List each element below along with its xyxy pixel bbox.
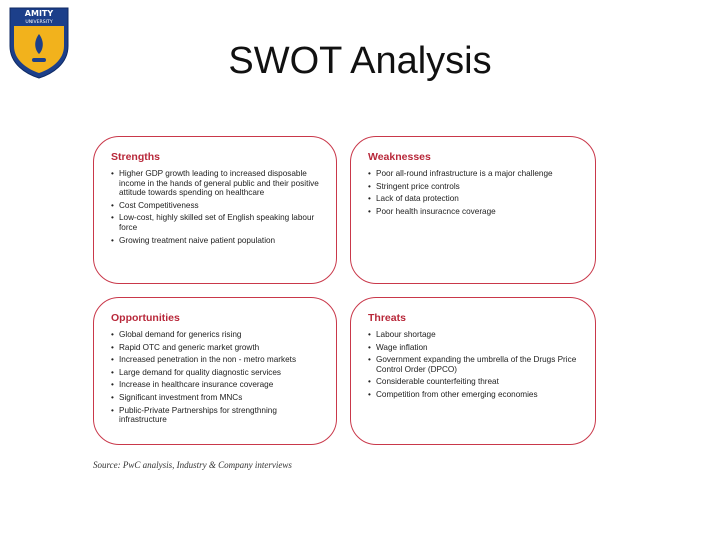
opportunities-box	[93, 297, 337, 445]
list-item: • Poor health insuracnce coverage	[368, 207, 581, 217]
list-item: • Government expanding the umbrella of the Drugs Price Control Order (DPCO)	[368, 355, 581, 374]
strengths-heading: Strengths	[111, 151, 161, 163]
list-item: • Low-cost, highly skilled set of English speaking labour force	[111, 213, 322, 232]
list-item: • Higher GDP growth leading to increased disposable income in the hands of general public and their positive attitude towards spending on healthcare	[111, 169, 322, 198]
weaknesses-list	[368, 169, 581, 216]
slide-title: SWOT Analysis	[228, 40, 492, 82]
weaknesses-box	[350, 136, 596, 284]
list-item: • Lack of data protection	[368, 194, 581, 204]
list-item: • Significant investment from MNCs	[111, 393, 322, 403]
weaknesses-heading: Weaknesses	[368, 151, 431, 163]
list-item: • Rapid OTC and generic market growth	[111, 343, 322, 353]
list-item: • Considerable counterfeiting threat	[368, 377, 581, 387]
strengths-list	[111, 169, 322, 245]
opportunities-heading: Opportunities	[111, 312, 180, 324]
list-item: • Increased penetration in the non - metro markets	[111, 355, 322, 365]
list-item: • Cost Competitiveness	[111, 201, 322, 211]
list-item: • Large demand for quality diagnostic services	[111, 368, 322, 378]
source-note: Source: PwC analysis, Industry & Company interviews	[93, 460, 292, 470]
list-item: • Global demand for generics rising	[111, 330, 322, 340]
threats-box	[350, 297, 596, 445]
list-item: • Public-Private Partnerships for strengthning infrastructure	[111, 406, 322, 425]
list-item: • Stringent price controls	[368, 182, 581, 192]
threats-heading: Threats	[368, 312, 406, 324]
list-item: • Growing treatment naive patient population	[111, 236, 322, 246]
list-item: • Labour shortage	[368, 330, 581, 340]
strengths-box	[93, 136, 337, 284]
logo-text-amity: AMITY	[24, 9, 54, 18]
list-item: • Competition from other emerging economies	[368, 390, 581, 400]
logo-text-university: UNIVERSITY	[25, 20, 53, 25]
list-item: • Increase in healthcare insurance coverage	[111, 380, 322, 390]
list-item: • Poor all-round infrastructure is a major challenge	[368, 169, 581, 179]
opportunities-list	[111, 330, 322, 425]
threats-list	[368, 330, 581, 400]
list-item: • Wage inflation	[368, 343, 581, 353]
